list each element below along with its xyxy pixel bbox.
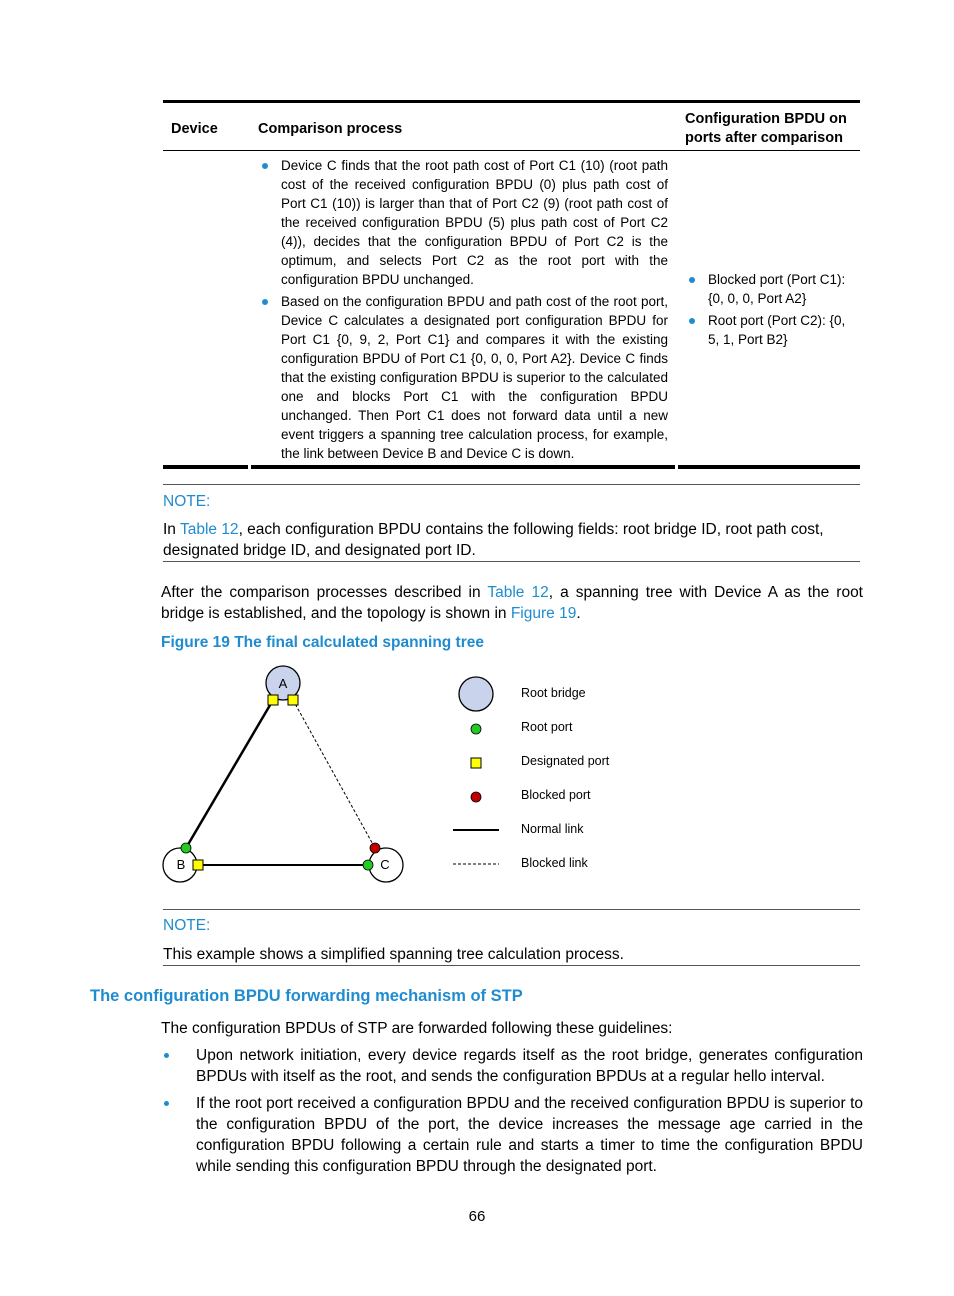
page-number: 66 [468,1208,486,1225]
legend-root-port-label: Root port [521,720,573,734]
legend-blocked-port-label: Blocked port [521,788,591,802]
legend-root-bridge-symbol [459,677,493,711]
list-item: Root port (Port C2): {0, 5, 1, Port B2} [685,311,851,349]
link-a-b [186,700,273,848]
figure-caption: Figure 19 The final calculated spanning tree [161,634,484,651]
device-b-label: B [176,857,186,872]
legend-blocked-port-symbol [471,792,481,802]
designated-port-b2 [193,860,203,870]
legend-root-port-symbol [471,724,481,734]
device-c-label: C [380,857,390,872]
list-item: Blocked port (Port C1): {0, 0, 0, Port A2} [685,270,851,308]
table-header-process: Comparison process [258,121,403,137]
table-header-device: Device [171,121,218,137]
blocked-port-c1 [370,843,380,853]
root-port-c2 [363,860,373,870]
list-item: Upon network initiation, every device regards itself as the root bridge, generates configuration BPDUs with itself as the root, and sends the configuration BPDUs at a regular hello interval. [161,1045,863,1087]
list-item: Based on the configuration BPDU and path cost of the root port, Device C calculates a designated port configuration BPDU for Port C1 {0, 9, 2, Port C1} and compares it with the existing configuration BPDU of Port C1 {0, 0, 0, Port A2}. Device C finds that the existing configuration BPDU is superior to the calculated one and blocks Port C1 with the configuration BPDU unchanged. Then Port C1 does not forward data until a new event triggers a spanning tree calculation process, for example, the link between Device B and Device C is down. [258,292,668,463]
table-12-link[interactable]: Table 12 [179,521,239,538]
designated-port-a2 [288,695,298,705]
legend-normal-link-label: Normal link [521,822,584,836]
section-bullets [161,1045,863,1183]
note1-text: In Table 12, each configuration BPDU contains the following fields: root bridge ID, root path cost, designated bridge ID, and designated port ID. [163,521,824,559]
legend-designated-port-symbol [471,758,481,768]
note1-label: NOTE: [163,493,211,510]
list-item: Device C finds that the root path cost of Port C1 (10) (root path cost of the received configuration BPDU (0) plus path cost of Port C1 (10)) is larger than that of Port C2 (9) (root path cost of the received configuration BPDU (5) plus path cost of Port C2 (4)), decides that the configuration BPDU of Port C2 is the optimum, and selects Port C2 as the root port with the configuration BPDU unchanged. [258,156,668,289]
root-port-b1 [181,843,191,853]
note2-top-rule [163,909,860,910]
designated-port-a1 [268,695,278,705]
note2-text: This example shows a simplified spanning tree calculation process. [163,946,624,963]
section-heading: The configuration BPDU forwarding mechanism of STP [90,987,523,1005]
list-item: If the root port received a configuration BPDU and the received configuration BPDU is superior to the configuration BPDU of the port, the device increases the message age carried in the configuration BPDU following a certain rule and starts a timer to time the configuration BPDU while sending this configuration BPDU through the designated port. [161,1093,863,1177]
legend-blocked-link-label: Blocked link [521,856,588,870]
note2-bottom-rule [163,965,860,966]
legend-designated-port-label: Designated port [521,754,610,768]
device-a-label: A [278,676,288,691]
table-12-link[interactable]: Table 12 [487,584,549,601]
note2-label: NOTE: [163,917,211,934]
section-intro: The configuration BPDUs of STP are forwarded following these guidelines: [161,1020,673,1037]
table-header-result: Configuration BPDU on ports after comparison [685,111,847,146]
link-a-c-blocked [293,700,375,848]
intro-paragraph: After the comparison processes described in Table 12, a spanning tree with Device A as the root bridge is established, and the topology is shown in Figure 19. [161,584,863,622]
figure-19-link[interactable]: Figure 19 [510,605,577,622]
legend-root-bridge-label: Root bridge [521,686,586,700]
